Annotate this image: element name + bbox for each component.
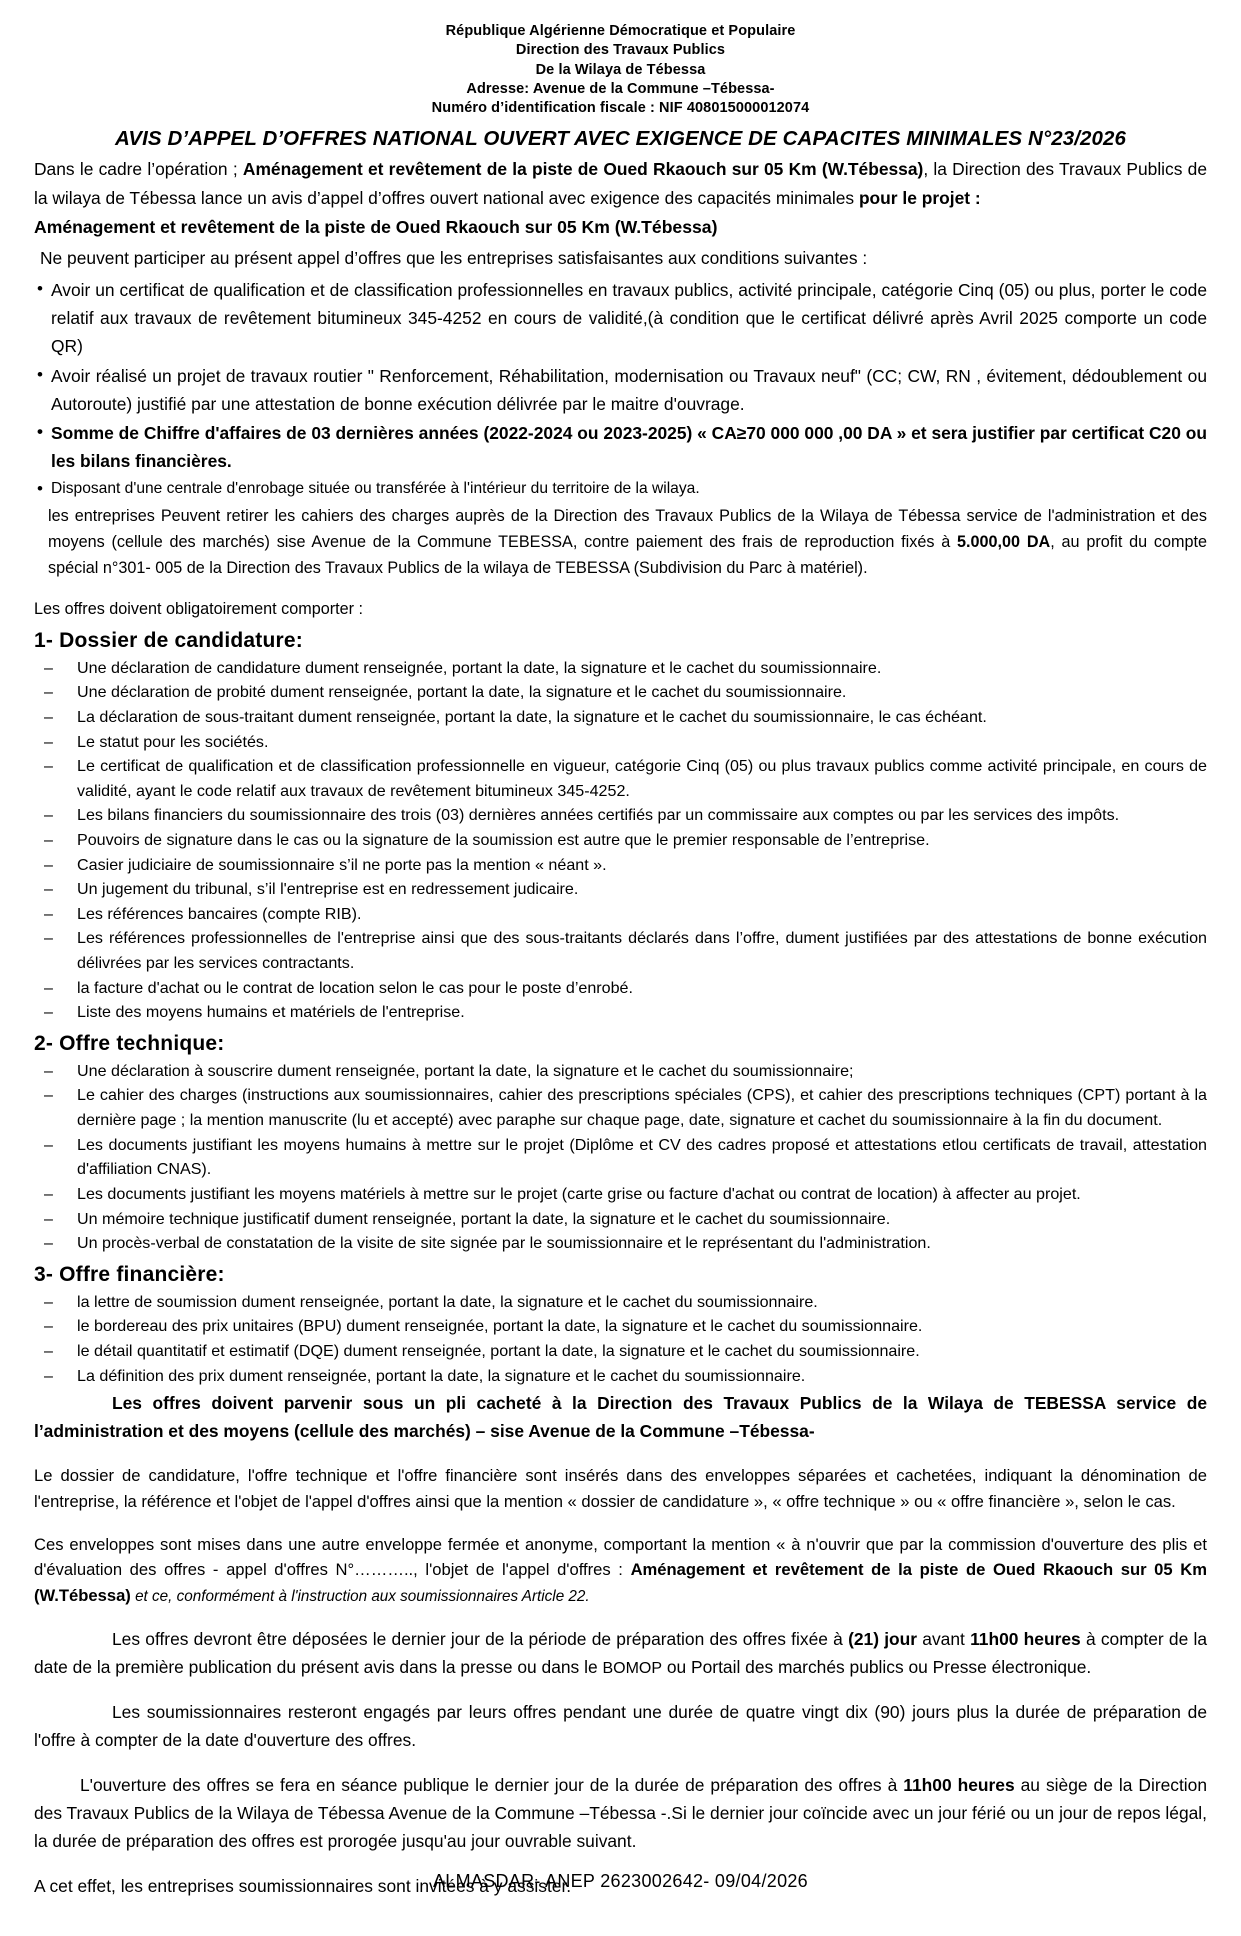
withdrawal-part1: les entreprises Peuvent retirer les cahiers des charges auprès de la Direction des Travaux Publics de la Wilaya de Tébessa service de l'administration et des moyens (cellule des marchés) sise Avenue de la Commune TEBESSA, contre paiement des frais de reproduction fixés à <box>48 506 1207 551</box>
deposit-part4: ou Portail des marchés publics ou Presse électronique. <box>662 1656 1092 1677</box>
intro-part2: , la Direction des Travaux Publics de la wilaya de Tébessa lance un avis d’appel d’offres ouvert national avec exigence des capacités minimales <box>34 159 1208 208</box>
list-item: – Une déclaration de probité dument renseignée, portant la date, la signature et le cachet du soumissionnaire. <box>34 680 1207 705</box>
intro-part1: Dans le cadre l’opération ; <box>34 159 243 180</box>
list-item: – Le statut pour les sociétés. <box>34 730 1207 755</box>
invitation-paragraph: A cet effet, les entreprises soumissionnaires sont invitées à y assister. <box>34 1875 572 1896</box>
conditions-lead: Ne peuvent participer au présent appel d’offres que les entreprises satisfaisantes aux conditions suivantes : <box>40 247 868 268</box>
list-item: – le bordereau des prix unitaires (BPU) dument renseignée, portant la date, la signature et le cachet du soumissionnaire. <box>34 1314 1207 1339</box>
header-line-republic: République Algérienne Démocratique et Populaire <box>445 23 796 39</box>
opening-part1: L'ouverture des offres se fera en séance publique le dernier jour de la durée de préparation des offres à <box>80 1774 904 1795</box>
list-item: – la lettre de soumission dument renseignée, portant la date, la signature et le cachet du soumissionnaire. <box>34 1290 1207 1315</box>
document-footer: ALMASDAR- ANEP 2623002642- 09/04/2026 <box>432 1871 808 1892</box>
list-item: – Les bilans financiers du soumissionnaire des trois (03) dernières années certifiés par un commissaire aux comptes ou par les services des impôts. <box>34 803 1207 828</box>
list-item: – Les références bancaires (compte RIB). <box>34 902 1207 927</box>
deposit-days: (21) jour <box>848 1628 918 1649</box>
list-item: – Une déclaration à souscrire dument renseignée, portant la date, la signature et le cachet du soumissionnaire; <box>34 1059 1207 1084</box>
document-header <box>34 22 1207 118</box>
section-heading-financiere: 3- Offre financière: <box>34 1262 225 1286</box>
anonymous-envelope-paragraph <box>34 1532 1207 1610</box>
header-line-direction: Direction des Travaux Publics <box>515 42 726 59</box>
deposit-deadline-paragraph <box>34 1626 1207 1682</box>
list-item: – La déclaration de sous-traitant dument renseignée, portant la date, la signature et le cachet du soumissionnaire, le cas échéant. <box>34 705 1207 730</box>
list-item: – Le cahier des charges (instructions aux soumissionnaires, cahier des prescriptions spéciales (CPS), et cahier des prescriptions techniques (CPT) portant à la dernière page ; la mention manuscrite (lu et accepté) avec paraphe sur chaque page, date, signature et cachet du soumissionnaire à la fin du document. <box>34 1083 1207 1132</box>
list-item: – Les documents justifiant les moyens matériels à mettre sur le projet (carte grise ou facture d'achat ou contrat de location) à affecter au projet. <box>34 1182 1207 1207</box>
list-item: – Pouvoirs de signature dans le cas ou la signature de la soumission est autre que le premier responsable de l’entreprise. <box>34 828 1207 853</box>
submission-address-paragraph <box>34 1390 1207 1446</box>
list-item: – Un jugement du tribunal, s’il l'entreprise est en redressement judicaire. <box>34 877 1207 902</box>
condition-item: • Avoir réalisé un projet de travaux routier " Renforcement, Réhabilitation, modernisation ou Travaux neuf" (CC; CW, RN , évitement, dédoublement ou Autoroute) justifié par une attestation de bonne exécution délivrée par le maitre d'ouvrage. <box>34 362 1207 418</box>
engagement-paragraph: Les soumissionnaires resteront engagés par leurs offres pendant une durée de quatre vingt dix (90) jours plus la durée de préparation de l'offre à compter de la date d'ouverture des offres. <box>34 1701 1207 1750</box>
deposit-time: 11h00 heures <box>970 1628 1081 1649</box>
submission-address-office: Direction des Travaux Publics de la Wilaya de TEBESSA service de l’administration et des moyens (cellule des marchés) – sise Avenue de la Commune –Tébessa- <box>34 1393 1208 1442</box>
offers-must-include-label: Les offres doivent obligatoirement comporter : <box>34 600 364 619</box>
list-item: – Une déclaration de candidature dument renseignée, portant la date, la signature et le cachet du soumissionnaire. <box>34 656 1207 681</box>
list-item: – Les documents justifiant les moyens humains à mettre sur le projet (Diplôme et CV des cadres proposé et attestations etlou certificats de travail, attestation d'affiliation CNAS). <box>34 1133 1207 1182</box>
candidature-list <box>34 656 1207 1025</box>
deposit-part3: à compter de la date de la première publication du présent avis dans la presse ou dans le <box>34 1628 1208 1677</box>
header-line-address: Adresse: Avenue de la Commune –Tébessa- <box>466 80 775 97</box>
deposit-part2: avant <box>917 1628 971 1649</box>
list-item: – Les références professionnelles de l'entreprise ainsi que des sous-traitants déclarés dans l’offre, dument justifiées par des attestations de bonne exécution délivrées par les services contractants. <box>34 926 1207 975</box>
condition-item: • Avoir un certificat de qualification et de classification professionnelles en travaux publics, activité principale, catégorie Cinq (05) ou plus, porter le code relatif aux travaux de revêtement bitumineux 345-4252 en cours de validité,(à condition que le certificat délivré après Avril 2025 comporte un code QR) <box>34 276 1207 361</box>
withdrawal-paragraph <box>34 503 1207 582</box>
project-title-line: Aménagement et revêtement de la piste de Oued Rkaouch sur 05 Km (W.Tébessa) <box>34 216 718 237</box>
page-title: AVIS D’APPEL D’OFFRES NATIONAL OUVERT AVEC EXIGENCE DE CAPACITES MINIMALES N°23/2026 <box>114 127 1127 151</box>
intro-paragraph <box>34 155 1207 211</box>
conditions-list <box>34 276 1207 502</box>
list-item: – Le certificat de qualification et de classification professionnelle en vigueur, catégorie Cinq (05) ou plus travaux publics comme activité principale, en cours de validité, ayant le code relatif aux travaux de revêtement bitumineux 345-4252. <box>34 754 1207 803</box>
section-heading-technique: 2- Offre technique: <box>34 1031 225 1055</box>
list-item: – La définition des prix dument renseignée, portant la date, la signature et le cachet du soumissionnaire. <box>34 1364 1207 1389</box>
withdrawal-part2: , au profit du compte spécial n°301- 005 de la Direction des Travaux Publics de la wilaya de TEBESSA (Subdivision du Parc à matériel). <box>48 532 1207 577</box>
list-item: – le détail quantitatif et estimatif (DQE) dument renseignée, portant la date, la signature et le cachet du soumissionnaire. <box>34 1339 1207 1364</box>
deposit-part1: Les offres devront être déposées le dernier jour de la période de préparation des offres fixée à <box>112 1628 849 1649</box>
condition-item: • Disposant d'une centrale d'enrobage située ou transférée à l'intérieur du territoire de la wilaya. <box>34 476 1207 501</box>
list-item: – la facture d'achat ou le contrat de location selon le cas pour le poste d’enrobé. <box>34 976 1207 1001</box>
anon-project-name: Aménagement et revêtement de la piste de Oued Rkaouch sur 05 Km (W.Tébessa) <box>34 1560 1208 1606</box>
list-item: – Un mémoire technique justificatif dument renseignée, portant la date, la signature et le cachet du soumissionnaire. <box>34 1207 1207 1232</box>
bomop-label: BOMOP <box>602 1659 663 1677</box>
opening-time: 11h00 heures <box>903 1774 1015 1795</box>
header-line-wilaya: De la Wilaya de Tébessa <box>535 61 706 78</box>
submission-address-part1: Les offres doivent parvenir sous un pli cacheté à la <box>112 1393 598 1414</box>
withdrawal-amount: 5.000,00 DA <box>957 532 1051 551</box>
anon-part1: Ces enveloppes sont mises dans une autre enveloppe fermée et anonyme, comportant la mention « à n'ouvrir que par la commission d'ouverture des plis et d'évaluation des offres - appel d'offres N°……….., l'objet de l'appel d'offres : <box>34 1534 1207 1580</box>
financiere-list <box>34 1290 1207 1388</box>
header-line-nif: Numéro d’identification fiscale : NIF 408015000012074 <box>431 100 810 117</box>
opening-session-paragraph <box>34 1772 1207 1856</box>
opening-part2: au siège de la Direction des Travaux Publics de la Wilaya de Tébessa Avenue de la Commune –Tébessa -.Si le dernier jour coïncide avec un jour férié ou un jour de repos légal, la durée de préparation des offres est prorogée jusqu'au jour ouvrable suivant. <box>34 1774 1208 1851</box>
list-item: – Un procès-verbal de constatation de la visite de site signée par le soumissionnaire et le représentant du l'administration. <box>34 1231 1207 1256</box>
intro-for-project: pour le projet : <box>858 187 981 208</box>
condition-item: • Somme de Chiffre d'affaires de 03 dernières années (2022-2024 ou 2023-2025) « CA≥70 000 000 ,00 DA » et sera justifier par certificat C20 ou les bilans financières. <box>34 419 1207 475</box>
anon-part2: et ce, conformément à l'instruction aux soumissionnaires Article 22. <box>130 1588 590 1606</box>
intro-project-name: Aménagement et revêtement de la piste de Oued Rkaouch sur 05 Km (W.Tébessa) <box>242 159 924 180</box>
section-heading-candidature: 1- Dossier de candidature: <box>34 628 303 652</box>
list-item: – Casier judiciaire de soumissionnaire s’il ne porte pas la mention « néant ». <box>34 853 1207 878</box>
list-item: – Liste des moyens humains et matériels de l'entreprise. <box>34 1000 1207 1025</box>
envelopes-paragraph: Le dossier de candidature, l'offre technique et l'offre financière sont insérés dans des enveloppes séparées et cachetées, indiquant la dénomination de l'entreprise, la référence et l'objet de l'appel d'offres ainsi que la mention « dossier de candidature », « offre technique » ou « offre financière », selon le cas. <box>34 1466 1207 1512</box>
technique-list <box>34 1059 1207 1256</box>
